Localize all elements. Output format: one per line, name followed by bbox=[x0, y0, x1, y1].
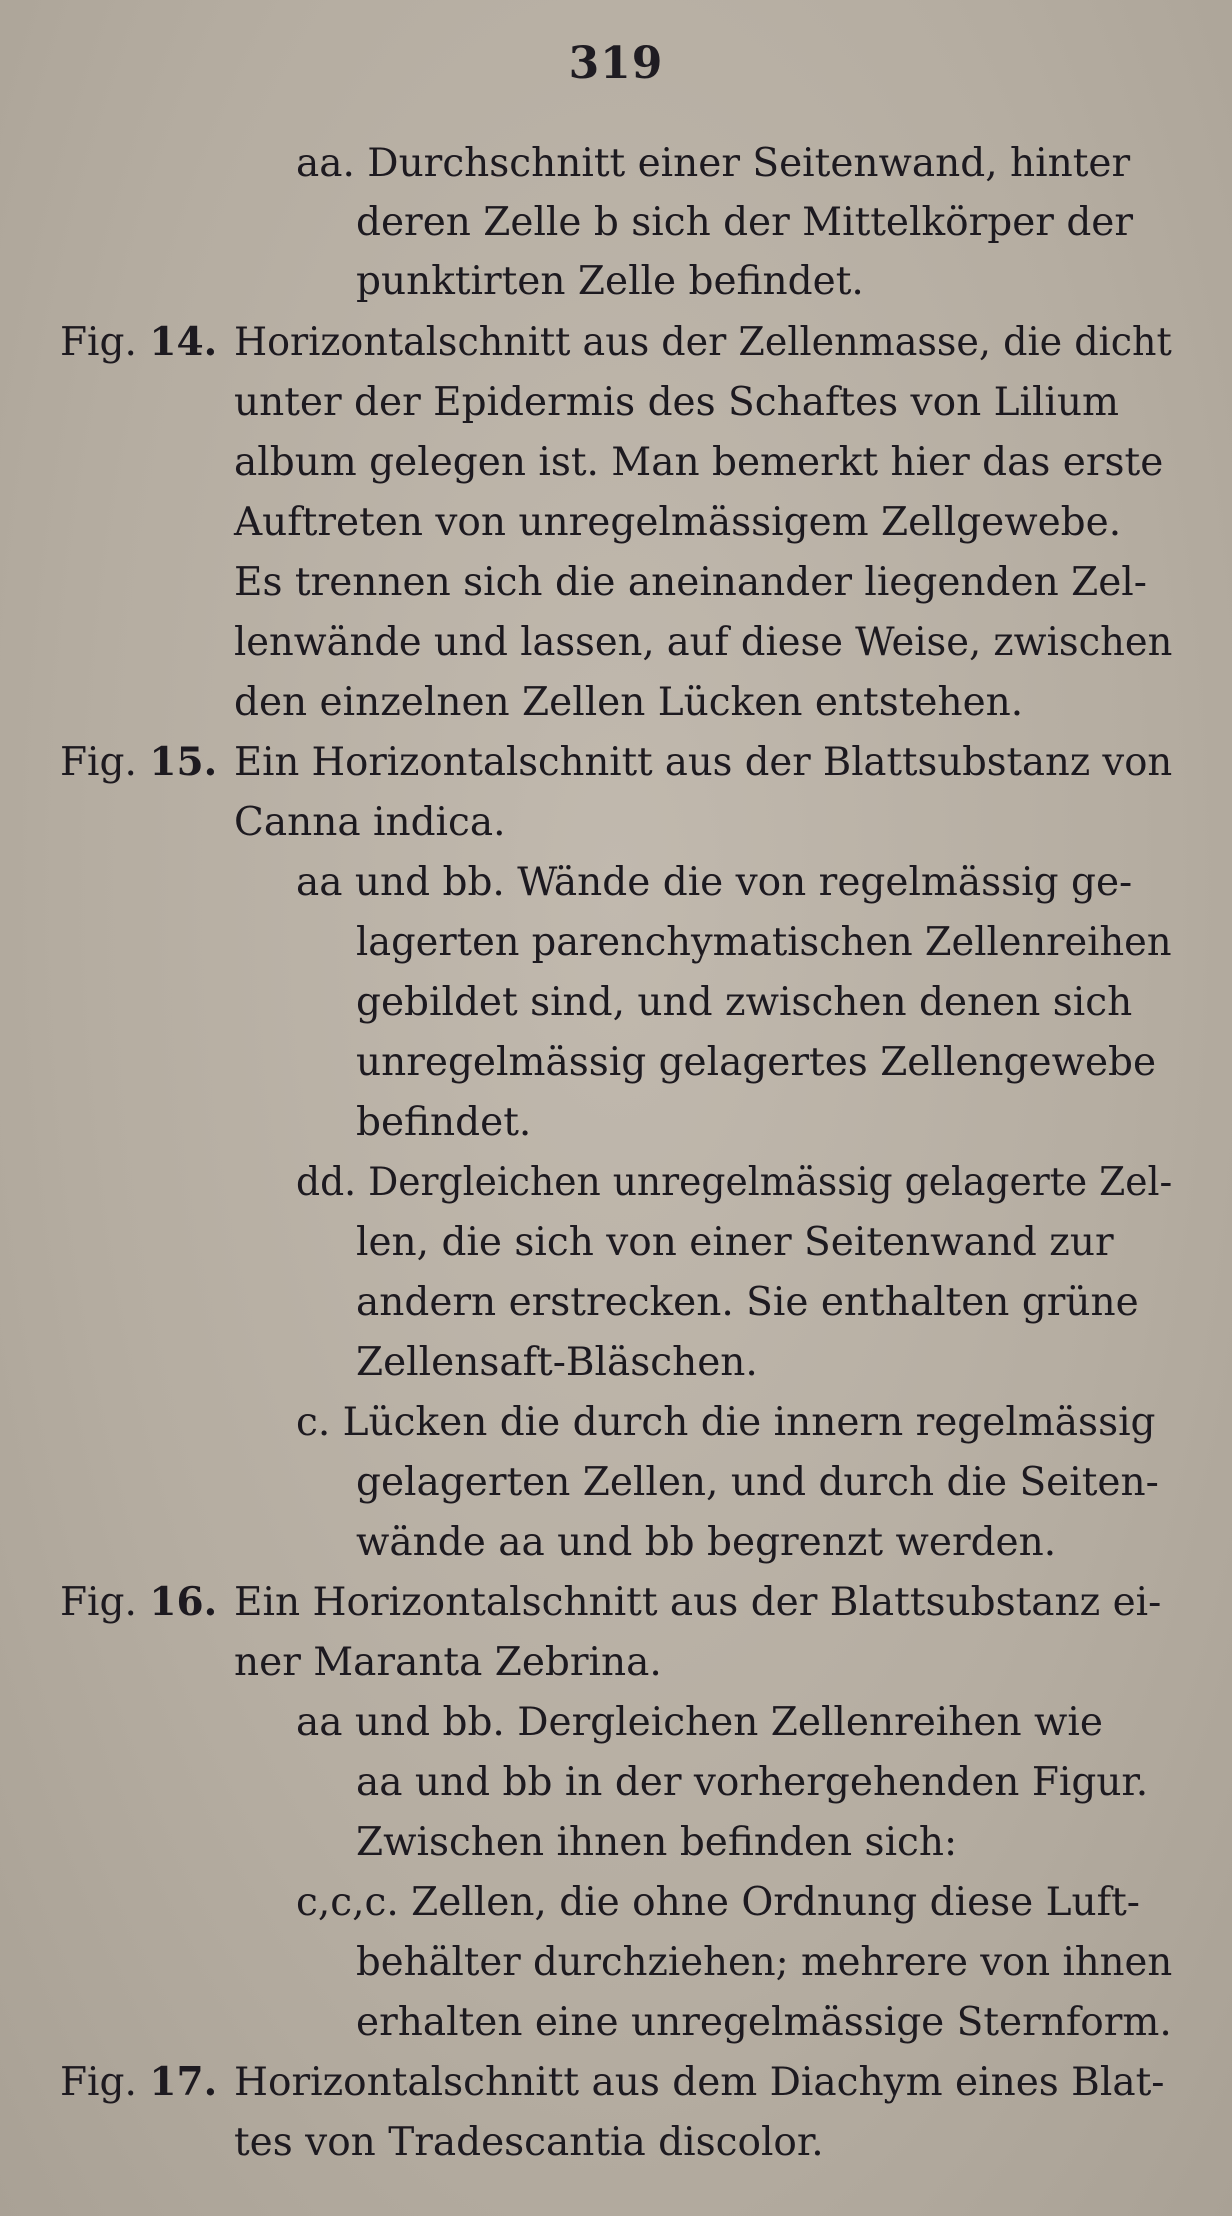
fig-label-16 bbox=[60, 1579, 218, 1625]
text-line: Zellensaft-Bläschen. bbox=[356, 1340, 758, 1385]
text-line: andern erstrecken. Sie enthalten grüne bbox=[356, 1280, 1139, 1325]
text-line: len, die sich von einer Seitenwand zur bbox=[356, 1220, 1114, 1265]
text-line: lenwände und lassen, auf diese Weise, zwischen bbox=[234, 620, 1173, 665]
text-line: aa und bb. Dergleichen Zellenreihen wie bbox=[296, 1700, 1103, 1745]
text-line: ner Maranta Zebrina. bbox=[234, 1640, 662, 1685]
fig-number: 16. bbox=[149, 1579, 218, 1625]
text-line: punktirten Zelle befindet. bbox=[356, 259, 864, 304]
text-line: aa und bb in der vorhergehenden Figur. bbox=[356, 1760, 1149, 1805]
text-line: album gelegen ist. Man bemerkt hier das erste bbox=[234, 440, 1164, 485]
fig-prefix: Fig. bbox=[60, 1580, 137, 1625]
text-line: befindet. bbox=[356, 1100, 532, 1145]
fig-label-17 bbox=[60, 2059, 218, 2105]
fig-label-15 bbox=[60, 739, 218, 785]
text-line: Zwischen ihnen befinden sich: bbox=[356, 1820, 958, 1865]
page-number: 319 bbox=[568, 38, 664, 89]
text-line: deren Zelle b sich der Mittelkörper der bbox=[356, 200, 1134, 245]
fig-number: 17. bbox=[149, 2059, 218, 2105]
text-line: c. Lücken die durch die innern regelmässig bbox=[296, 1400, 1156, 1445]
text-line: c,c,c. Zellen, die ohne Ordnung diese Luft- bbox=[296, 1880, 1140, 1925]
text-line: Horizontalschnitt aus dem Diachym eines Blat- bbox=[234, 2060, 1165, 2105]
text-line: aa. Durchschnitt einer Seitenwand, hinter bbox=[296, 141, 1131, 186]
fig-label-14 bbox=[60, 319, 218, 365]
text-line: Auftreten von unregelmässigem Zellgewebe. bbox=[234, 500, 1122, 545]
text-line: erhalten eine unregelmässige Sternform. bbox=[356, 2000, 1172, 2045]
text-line: wände aa und bb begrenzt werden. bbox=[356, 1520, 1057, 1565]
fig-prefix: Fig. bbox=[60, 320, 137, 365]
text-line: aa und bb. Wände die von regelmässig ge- bbox=[296, 860, 1133, 905]
fig-number: 15. bbox=[149, 739, 218, 785]
text-line: lagerten parenchymatischen Zellenreihen bbox=[356, 920, 1172, 965]
text-line: unregelmässig gelagertes Zellengewebe bbox=[356, 1040, 1157, 1085]
text-line: Ein Horizontalschnitt aus der Blattsubstanz ei- bbox=[234, 1580, 1162, 1625]
fig-prefix: Fig. bbox=[60, 2060, 137, 2105]
text-line: den einzelnen Zellen Lücken entstehen. bbox=[234, 680, 1024, 725]
text-line: Horizontalschnitt aus der Zellenmasse, die dicht bbox=[234, 320, 1172, 365]
text-line: Canna indica. bbox=[234, 800, 506, 845]
text-line: gelagerten Zellen, und durch die Seiten- bbox=[356, 1460, 1159, 1505]
text-line: unter der Epidermis des Schaftes von Lilium bbox=[234, 380, 1120, 425]
fig-number: 14. bbox=[149, 319, 218, 365]
text-line: dd. Dergleichen unregelmässig gelagerte Zel- bbox=[296, 1160, 1173, 1205]
text-line: tes von Tradescantia discolor. bbox=[234, 2120, 824, 2165]
text-line: gebildet sind, und zwischen denen sich bbox=[356, 980, 1133, 1025]
fig-prefix: Fig. bbox=[60, 740, 137, 785]
text-line: behälter durchziehen; mehrere von ihnen bbox=[356, 1940, 1173, 1985]
text-line: Ein Horizontalschnitt aus der Blattsubstanz von bbox=[234, 740, 1173, 785]
text-line: Es trennen sich die aneinander liegenden Zel- bbox=[234, 560, 1147, 605]
